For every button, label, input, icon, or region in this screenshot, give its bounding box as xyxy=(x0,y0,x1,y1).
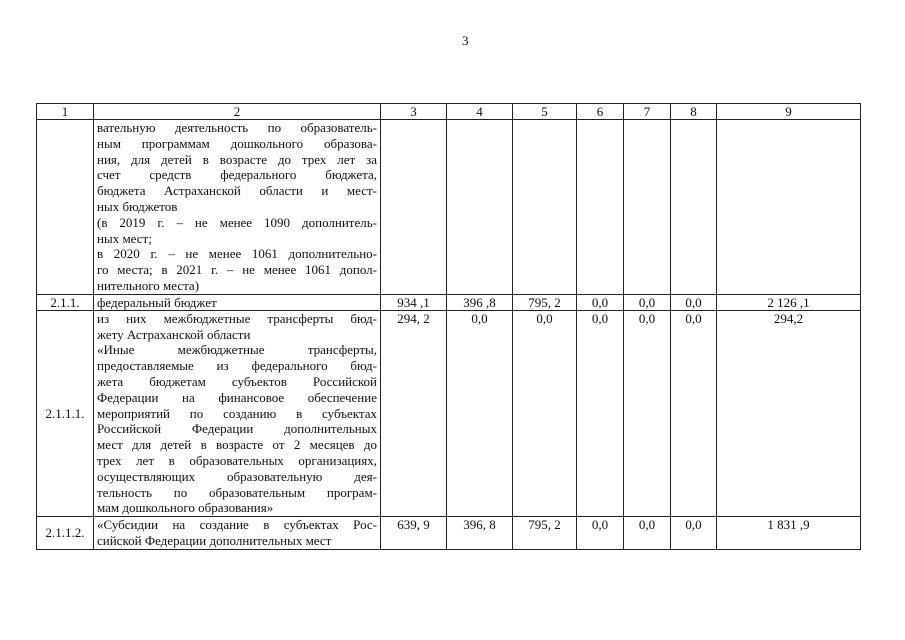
description-line: в 2020 г. – не менее 1061 дополнительно- xyxy=(97,246,377,262)
value-cell: 0,0 xyxy=(671,517,717,550)
description-line: мам дошкольного образования» xyxy=(97,500,274,516)
column-header: 3 xyxy=(381,104,447,120)
value-cell: 0,0 xyxy=(577,517,624,550)
column-header: 1 xyxy=(37,104,94,120)
value-cell: 0,0 xyxy=(671,310,717,516)
value-cell xyxy=(447,120,513,295)
description-line: счет средств федерального бюджета, xyxy=(97,167,377,183)
value-cell: 1 831 ,9 xyxy=(717,517,861,550)
value-cell: 294, 2 xyxy=(381,310,447,516)
description-cell xyxy=(94,310,381,516)
description-line: ных мест; xyxy=(97,230,152,246)
value-cell xyxy=(513,120,577,295)
value-cell: 0,0 xyxy=(447,310,513,516)
column-header: 8 xyxy=(671,104,717,120)
value-cell xyxy=(577,120,624,295)
row-id-cell: 2.1.1.1. xyxy=(37,310,94,516)
value-cell: 0,0 xyxy=(671,294,717,310)
description-line: ния, для детей в возрасте до трех лет за xyxy=(97,151,377,167)
value-cell xyxy=(624,120,671,295)
description-line: осуществляющих образовательную дея- xyxy=(97,468,377,484)
description-cell xyxy=(94,120,381,295)
description-line: федеральный бюджет xyxy=(97,294,217,310)
value-cell: 639, 9 xyxy=(381,517,447,550)
value-cell: 795, 2 xyxy=(513,294,577,310)
value-cell: 396, 8 xyxy=(447,517,513,550)
description-line: (в 2019 г. – не менее 1090 дополнитель- xyxy=(97,214,377,230)
value-cell: 0,0 xyxy=(513,310,577,516)
column-header: 5 xyxy=(513,104,577,120)
description-line: жета бюджетам субъектов Российской xyxy=(97,373,377,389)
column-header: 9 xyxy=(717,104,861,120)
row-id-cell: 2.1.1.2. xyxy=(37,517,94,550)
row-id-cell: 2.1.1. xyxy=(37,294,94,310)
description-line: нительного места) xyxy=(97,277,200,293)
description-line: из них межбюджетные трансферты бюд- xyxy=(97,310,377,326)
column-header: 6 xyxy=(577,104,624,120)
page-number: 3 xyxy=(462,33,469,48)
table-row xyxy=(37,310,861,516)
description-line: «Субсидии на создание в субъектах Рос- xyxy=(97,517,377,533)
row-id-cell xyxy=(37,120,94,295)
description-line: жету Астраханской области xyxy=(97,326,251,342)
value-cell: 0,0 xyxy=(624,294,671,310)
value-cell: 0,0 xyxy=(577,310,624,516)
description-line: предоставляемые из федерального бюд- xyxy=(97,358,377,374)
value-cell: 934 ,1 xyxy=(381,294,447,310)
description-line: «Иные межбюджетные трансферты, xyxy=(97,342,377,358)
description-cell xyxy=(94,517,381,550)
value-cell: 795, 2 xyxy=(513,517,577,550)
table-header-row xyxy=(37,104,861,120)
description-cell xyxy=(94,294,381,310)
value-cell: 0,0 xyxy=(577,294,624,310)
column-header: 2 xyxy=(94,104,381,120)
description-line: тельность по образовательным програм- xyxy=(97,484,377,500)
column-header: 7 xyxy=(624,104,671,120)
value-cell xyxy=(671,120,717,295)
table-row xyxy=(37,120,861,295)
description-line: Российской Федерации дополнительных xyxy=(97,421,377,437)
value-cell xyxy=(717,120,861,295)
value-cell: 2 126 ,1 xyxy=(717,294,861,310)
table-row xyxy=(37,294,861,310)
description-line: трех лет в образовательных организациях, xyxy=(97,452,377,468)
value-cell: 294,2 xyxy=(717,310,861,516)
description-line: мероприятий по созданию в субъектах xyxy=(97,405,377,421)
description-line: го места; в 2021 г. – не менее 1061 допол- xyxy=(97,262,377,278)
description-line: сийской Федерации дополнительных мест xyxy=(97,532,332,548)
table-body xyxy=(37,104,861,550)
description-line: мест для детей в возрасте от 2 месяцев до xyxy=(97,437,377,453)
value-cell: 0,0 xyxy=(624,517,671,550)
description-line: вательную деятельность по образователь- xyxy=(97,120,377,135)
value-cell: 396 ,8 xyxy=(447,294,513,310)
value-cell: 0,0 xyxy=(624,310,671,516)
description-line: бюджета Астраханской области и мест- xyxy=(97,183,377,199)
table-row xyxy=(37,517,861,550)
description-line: Федерации на финансовое обеспечение xyxy=(97,389,377,405)
description-line: ных бюджетов xyxy=(97,198,178,214)
description-line: ным программам дошкольного образова- xyxy=(97,135,377,151)
value-cell xyxy=(381,120,447,295)
budget-table xyxy=(36,103,861,550)
column-header: 4 xyxy=(447,104,513,120)
